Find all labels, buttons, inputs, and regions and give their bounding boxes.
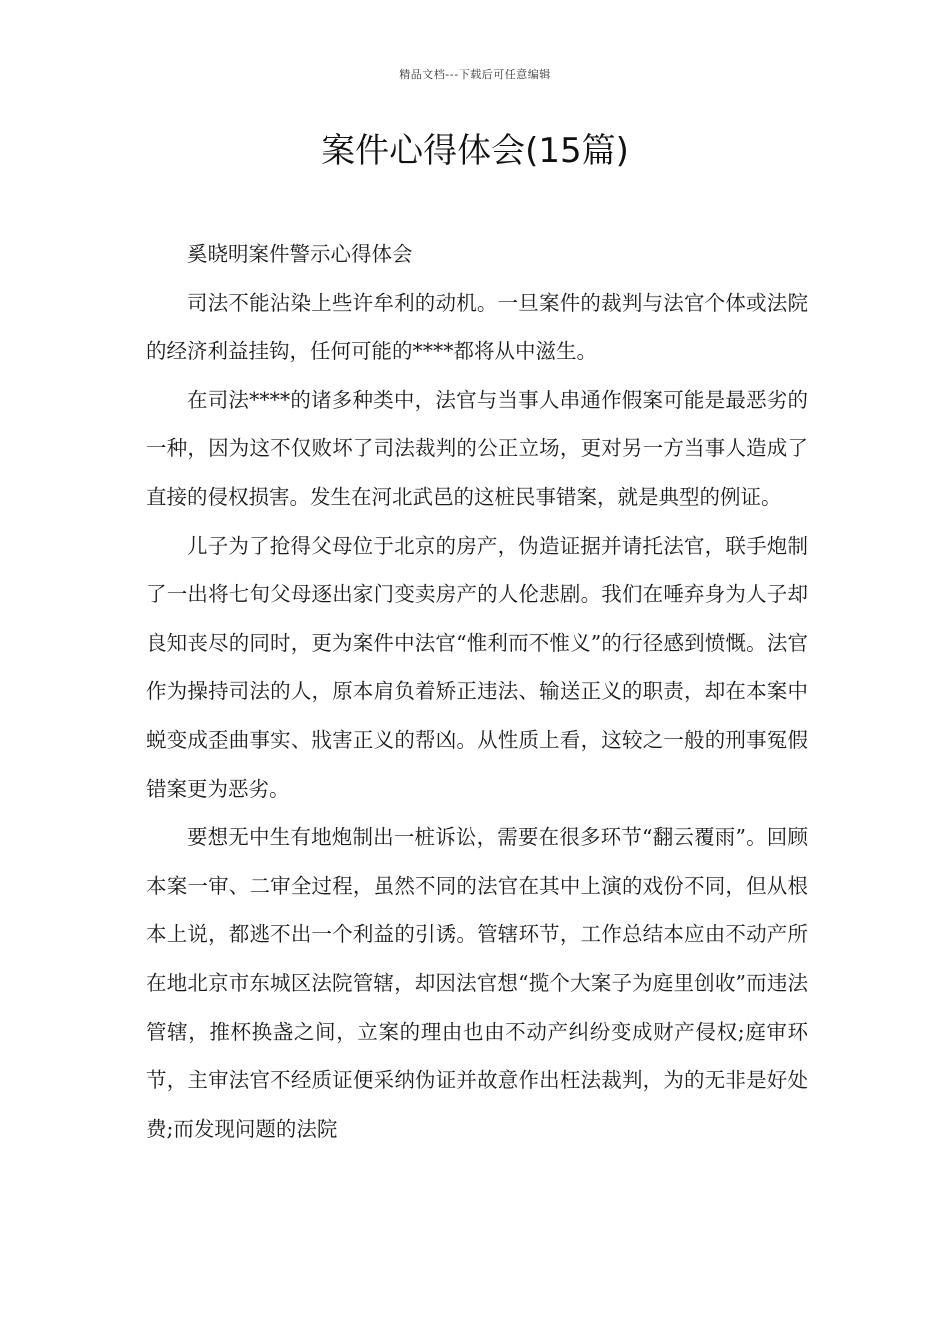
document-body [146,230,808,1153]
paragraph: 在司法****的诸多种类中，法官与当事人串通作假案可能是最恶劣的一种，因为这不仅败坏了司法裁判的公正立场，更对另一方当事人造成了直接的侵权损害。发生在河北武邑的这桩民事错案，就是典型的例证。 [146,387,808,509]
article-subheading: 奚晓明案件警示心得体会 [187,242,413,266]
paragraph: 司法不能沾染上些许牟利的动机。一旦案件的裁判与法官个体或法院的经济利益挂钩，任何可能的****都将从中滋生。 [146,290,808,364]
document-title: 案件心得体会(15篇) [321,131,629,171]
paragraph: 儿子为了抢得父母位于北京的房产，伪造证据并请托法官，联手炮制了一出将七旬父母逐出家门变卖房产的人伦悲剧。我们在唾弃身为人子却良知丧尽的同时，更为案件中法官“惟利而不惟义”的行径感到愤慨。法官作为操持司法的人，原本肩负着矫正违法、输送正义的职责，却在本案中蜕变成歪曲事实、戕害正义的帮凶。从性质上看，这较之一般的刑事冤假错案更为恶劣。 [146,533,808,801]
header-note: 精品文档---下载后可任意编辑 [399,68,551,81]
paragraph: 要想无中生有地炮制出一桩诉讼，需要在很多环节“翻云覆雨”。回顾本案一审、二审全过程，虽然不同的法官在其中上演的戏份不同，但从根本上说，都逃不出一个利益的引诱。管辖环节，工作总结本应由不动产所在地北京市东城区法院管辖，却因法官想“揽个大案子为庭里创收”而违法管辖，推杯换盏之间，立案的理由也由不动产纠纷变成财产侵权;庭审环节，主审法官不经质证便采纳伪证并故意作出枉法裁判，为的无非是好处费;而发现问题的法院 [146,825,808,1141]
